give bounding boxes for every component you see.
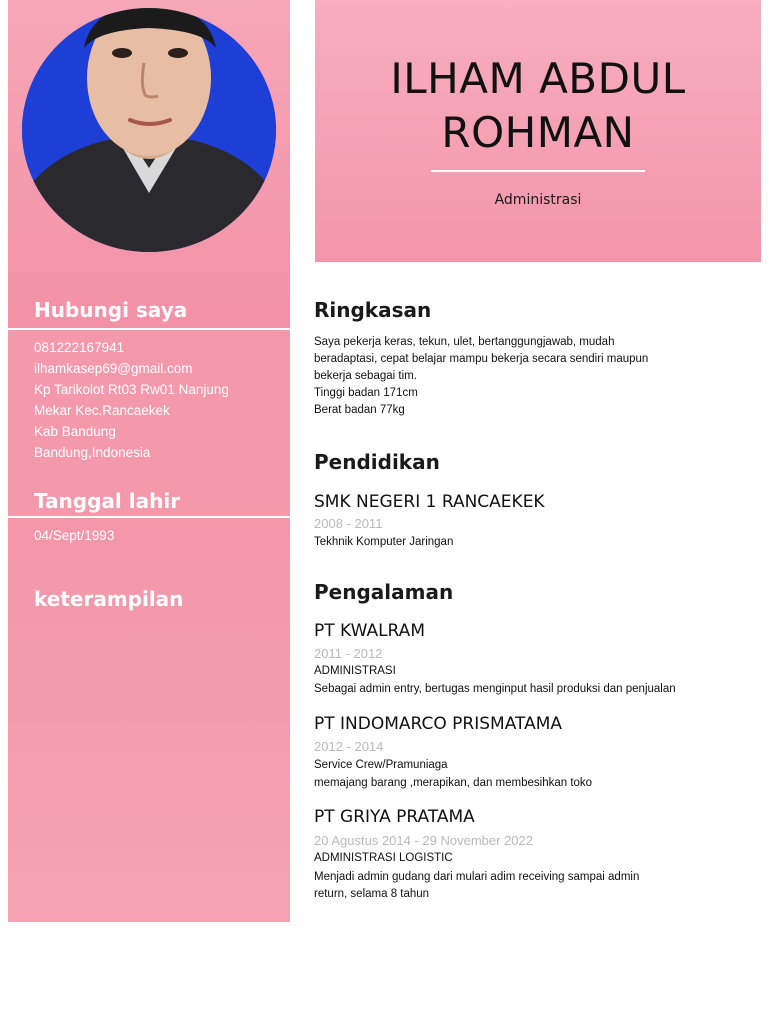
summary-line: Tinggi badan 171cm [314, 387, 418, 399]
experience-description-line: Sebagai admin entry, bertugas menginput hasil produksi dan penjualan [314, 683, 676, 695]
experience-description-line: Menjadi admin gudang dari mulari adim receiving sampai admin [314, 871, 640, 883]
contact-address-line: Kp Tarikolot Rt03 Rw01 Nanjung [34, 382, 229, 397]
contact-address-line: Kab Bandung [34, 424, 116, 439]
experience-description-line: memajang barang ,merapikan, dan membesihkan toko [314, 777, 593, 789]
education-major: Tekhnik Komputer Jaringan [314, 536, 454, 548]
summary-text [314, 334, 744, 419]
skills-heading: keterampilan [34, 587, 184, 611]
experience-period: 2012 - 2014 [314, 739, 384, 754]
experience-company: PT GRIYA PRATAMA [314, 807, 475, 827]
summary-line: bekerja sebagai tim. [314, 370, 417, 382]
experience-description [314, 775, 744, 792]
experience-position: ADMINISTRASI [314, 665, 396, 677]
experience-position: Service Crew/Pramuniaga [314, 759, 448, 771]
name-divider [431, 170, 645, 172]
experience-position: ADMINISTRASI LOGISTIC [314, 852, 453, 864]
birth-date-value: 04/Sept/1993 [34, 528, 115, 543]
summary-line: Saya pekerja keras, tekun, ulet, bertanggungjawab, mudah [314, 336, 615, 348]
person-portrait-icon [22, 8, 276, 252]
full-name-line: ROHMAN [441, 108, 635, 157]
contact-list [34, 337, 284, 463]
full-name [315, 52, 761, 160]
contact-phone[interactable]: 081222167941 [34, 340, 125, 355]
education-heading: Pendidikan [314, 450, 440, 474]
summary-heading: Ringkasan [314, 298, 432, 322]
education-period: 2008 - 2011 [314, 516, 383, 531]
experience-description [314, 869, 744, 903]
contact-email[interactable]: ilhamkasep69@gmail.com [34, 361, 193, 376]
sidebar [8, 0, 290, 922]
sidebar-skills-panel [8, 518, 290, 922]
profile-photo [22, 8, 276, 252]
experience-period: 2011 - 2012 [314, 646, 383, 661]
full-name-line: ILHAM ABDUL [390, 54, 686, 103]
experience-heading: Pengalaman [314, 580, 454, 604]
education-school: SMK NEGERI 1 RANCAEKEK [314, 492, 545, 512]
job-title: Administrasi [494, 192, 582, 208]
experience-period: 20 Agustus 2014 - 29 November 2022 [314, 833, 533, 848]
experience-description [314, 681, 744, 698]
experience-company: PT KWALRAM [314, 621, 425, 641]
name-header [315, 0, 761, 262]
summary-line: Berat badan 77kg [314, 404, 405, 416]
summary-line: beradaptasi, cepat belajar mampu bekerja secara sendiri maupun [314, 353, 649, 365]
birth-date-heading: Tanggal lahir [34, 489, 181, 513]
sidebar-photo-panel [8, 0, 290, 328]
experience-company: PT INDOMARCO PRISMATAMA [314, 714, 562, 734]
contact-heading: Hubungi saya [34, 298, 188, 322]
contact-address-line: Bandung,Indonesia [34, 445, 151, 460]
experience-description-line: return, selama 8 tahun [314, 888, 430, 900]
contact-address-line: Mekar Kec.Rancaekek [34, 403, 170, 418]
